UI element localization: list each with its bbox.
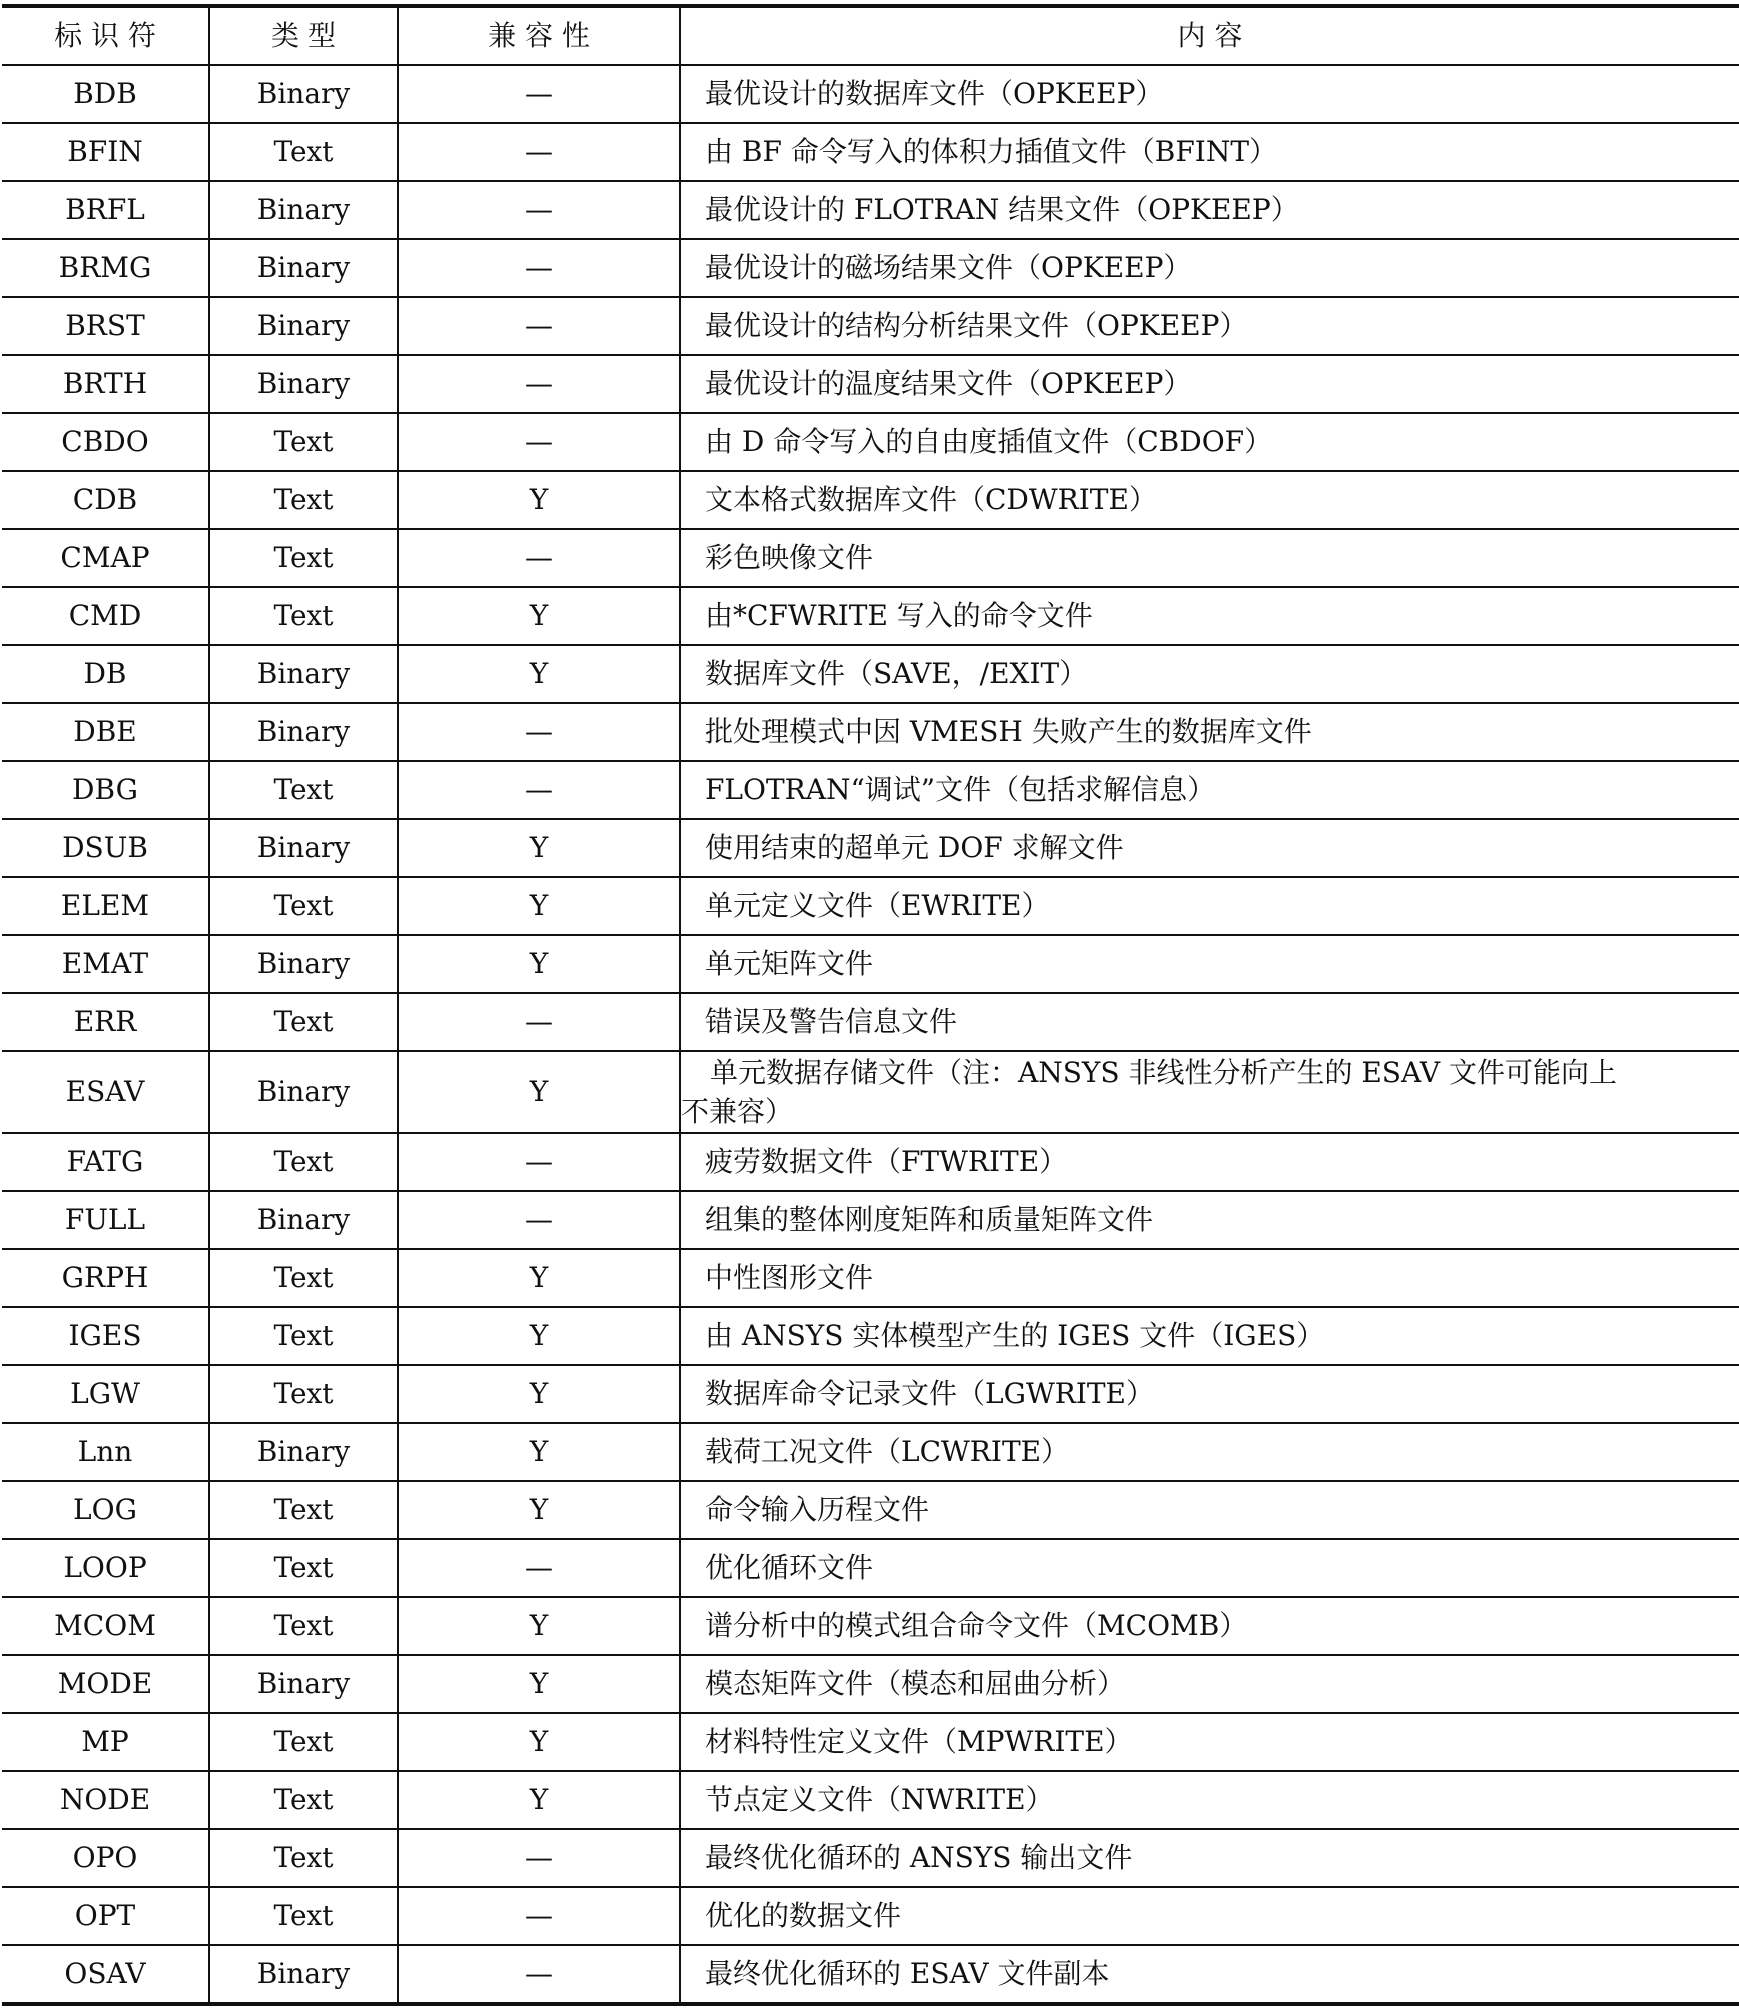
cell-compat: — xyxy=(398,181,680,239)
cell-type: Text xyxy=(209,413,398,471)
cell-identifier: LOG xyxy=(2,1481,209,1539)
cell-identifier: FATG xyxy=(2,1133,209,1191)
cell-identifier: CDB xyxy=(2,471,209,529)
cell-content: 最优设计的温度结果文件（OPKEEP） xyxy=(680,355,1739,413)
cell-identifier: DSUB xyxy=(2,819,209,877)
cell-identifier: IGES xyxy=(2,1307,209,1365)
cell-content: 由 D 命令写入的自由度插值文件（CBDOF） xyxy=(680,413,1739,471)
cell-compat: Y xyxy=(398,1051,680,1133)
cell-type: Binary xyxy=(209,1051,398,1133)
cell-identifier: MODE xyxy=(2,1655,209,1713)
cell-content: 由 BF 命令写入的体积力插值文件（BFINT） xyxy=(680,123,1739,181)
cell-compat: Y xyxy=(398,587,680,645)
table-row xyxy=(2,239,1739,297)
cell-compat: — xyxy=(398,413,680,471)
table-row xyxy=(2,645,1739,703)
cell-type: Binary xyxy=(209,1655,398,1713)
cell-compat: — xyxy=(398,239,680,297)
cell-compat: — xyxy=(398,529,680,587)
cell-compat: — xyxy=(398,761,680,819)
cell-type: Binary xyxy=(209,1423,398,1481)
cell-identifier: ESAV xyxy=(2,1051,209,1133)
cell-type: Text xyxy=(209,1597,398,1655)
table-row xyxy=(2,1713,1739,1771)
cell-type: Binary xyxy=(209,645,398,703)
table-row xyxy=(2,1365,1739,1423)
cell-compat: Y xyxy=(398,1713,680,1771)
cell-identifier: Lnn xyxy=(2,1423,209,1481)
cell-type: Binary xyxy=(209,297,398,355)
cell-content: 数据库命令记录文件（LGWRITE） xyxy=(680,1365,1739,1423)
cell-type: Text xyxy=(209,1771,398,1829)
cell-type: Binary xyxy=(209,1945,398,2004)
cell-identifier: CMAP xyxy=(2,529,209,587)
table-row xyxy=(2,935,1739,993)
table-row xyxy=(2,529,1739,587)
cell-compat: — xyxy=(398,1133,680,1191)
cell-content: 文本格式数据库文件（CDWRITE） xyxy=(680,471,1739,529)
table-row xyxy=(2,1191,1739,1249)
cell-identifier: MCOM xyxy=(2,1597,209,1655)
table-row xyxy=(2,1539,1739,1597)
cell-content: 最优设计的数据库文件（OPKEEP） xyxy=(680,65,1739,123)
cell-compat: — xyxy=(398,1829,680,1887)
cell-identifier: BRMG xyxy=(2,239,209,297)
cell-type: Text xyxy=(209,761,398,819)
cell-compat: Y xyxy=(398,1655,680,1713)
cell-compat: Y xyxy=(398,1307,680,1365)
cell-identifier: BRST xyxy=(2,297,209,355)
table-row xyxy=(2,1945,1739,2004)
table-row xyxy=(2,181,1739,239)
cell-compat: Y xyxy=(398,645,680,703)
cell-compat: Y xyxy=(398,1365,680,1423)
cell-content: 谱分析中的模式组合命令文件（MCOMB） xyxy=(680,1597,1739,1655)
cell-content: 错误及警告信息文件 xyxy=(680,993,1739,1051)
header-row xyxy=(2,6,1739,65)
cell-content: 彩色映像文件 xyxy=(680,529,1739,587)
cell-type: Text xyxy=(209,1887,398,1945)
table-row xyxy=(2,471,1739,529)
cell-type: Binary xyxy=(209,703,398,761)
cell-content: 材料特性定义文件（MPWRITE） xyxy=(680,1713,1739,1771)
cell-compat: Y xyxy=(398,819,680,877)
table-row xyxy=(2,819,1739,877)
header-compat-text: 兼 容 性 xyxy=(488,19,590,53)
cell-compat: Y xyxy=(398,1481,680,1539)
cell-compat: — xyxy=(398,1887,680,1945)
cell-type: Binary xyxy=(209,935,398,993)
cell-type: Text xyxy=(209,1365,398,1423)
cell-content: 中性图形文件 xyxy=(680,1249,1739,1307)
cell-type: Text xyxy=(209,1829,398,1887)
table-row xyxy=(2,1133,1739,1191)
cell-content-line-2: 不兼容） xyxy=(681,1095,794,1128)
cell-content: 单元定义文件（EWRITE） xyxy=(680,877,1739,935)
table-row xyxy=(2,877,1739,935)
cell-identifier: FULL xyxy=(2,1191,209,1249)
cell-type: Binary xyxy=(209,819,398,877)
cell-identifier: OSAV xyxy=(2,1945,209,2004)
cell-content: 命令输入历程文件 xyxy=(680,1481,1739,1539)
cell-compat: Y xyxy=(398,471,680,529)
header-type xyxy=(209,6,398,65)
cell-content: 由*CFWRITE 写入的命令文件 xyxy=(680,587,1739,645)
header-compat xyxy=(398,6,680,65)
cell-identifier: GRPH xyxy=(2,1249,209,1307)
cell-compat: Y xyxy=(398,1423,680,1481)
table-row xyxy=(2,123,1739,181)
cell-identifier: CMD xyxy=(2,587,209,645)
cell-compat: — xyxy=(398,993,680,1051)
cell-identifier: BDB xyxy=(2,65,209,123)
cell-compat: — xyxy=(398,1191,680,1249)
cell-compat: — xyxy=(398,1945,680,2004)
cell-identifier: ERR xyxy=(2,993,209,1051)
cell-identifier: NODE xyxy=(2,1771,209,1829)
table-row xyxy=(2,297,1739,355)
cell-identifier: ELEM xyxy=(2,877,209,935)
header-content xyxy=(680,6,1739,65)
cell-type: Text xyxy=(209,1133,398,1191)
cell-type: Text xyxy=(209,1307,398,1365)
cell-content: 使用结束的超单元 DOF 求解文件 xyxy=(680,819,1739,877)
cell-content: 模态矩阵文件（模态和屈曲分析） xyxy=(680,1655,1739,1713)
cell-identifier: BRTH xyxy=(2,355,209,413)
table-row xyxy=(2,355,1739,413)
cell-identifier: LOOP xyxy=(2,1539,209,1597)
table-row xyxy=(2,1887,1739,1945)
cell-identifier: LGW xyxy=(2,1365,209,1423)
table-row xyxy=(2,1481,1739,1539)
cell-compat: — xyxy=(398,355,680,413)
table-row xyxy=(2,1051,1739,1133)
header-content-text: 内 容 xyxy=(1177,19,1243,53)
table-row xyxy=(2,1655,1739,1713)
cell-content: 最优设计的结构分析结果文件（OPKEEP） xyxy=(680,297,1739,355)
cell-content: 最终优化循环的 ANSYS 输出文件 xyxy=(680,1829,1739,1887)
cell-type: Binary xyxy=(209,1191,398,1249)
cell-content: 最优设计的 FLOTRAN 结果文件（OPKEEP） xyxy=(680,181,1739,239)
cell-content: 单元矩阵文件 xyxy=(680,935,1739,993)
table-row xyxy=(2,703,1739,761)
cell-identifier: OPO xyxy=(2,1829,209,1887)
header-identifier-text: 标 识 符 xyxy=(54,19,156,53)
cell-type: Text xyxy=(209,1481,398,1539)
cell-content-line-1: 单元数据存储文件（注：ANSYS 非线性分析产生的 ESAV 文件可能向上 xyxy=(710,1056,1617,1089)
cell-compat: Y xyxy=(398,1249,680,1307)
cell-identifier: DBG xyxy=(2,761,209,819)
table-row xyxy=(2,1771,1739,1829)
cell-compat: — xyxy=(398,65,680,123)
cell-identifier: MP xyxy=(2,1713,209,1771)
cell-identifier: DB xyxy=(2,645,209,703)
cell-type: Binary xyxy=(209,239,398,297)
cell-type: Binary xyxy=(209,65,398,123)
cell-content: 组集的整体刚度矩阵和质量矩阵文件 xyxy=(680,1191,1739,1249)
cell-compat: Y xyxy=(398,1771,680,1829)
cell-content: 优化循环文件 xyxy=(680,1539,1739,1597)
cell-identifier: EMAT xyxy=(2,935,209,993)
cell-content: 疲劳数据文件（FTWRITE） xyxy=(680,1133,1739,1191)
cell-compat: Y xyxy=(398,877,680,935)
cell-compat: — xyxy=(398,1539,680,1597)
cell-compat: Y xyxy=(398,935,680,993)
cell-identifier: OPT xyxy=(2,1887,209,1945)
cell-content: 优化的数据文件 xyxy=(680,1887,1739,1945)
cell-compat: — xyxy=(398,123,680,181)
cell-type: Text xyxy=(209,471,398,529)
table-header xyxy=(2,6,1739,65)
table-row xyxy=(2,65,1739,123)
cell-type: Text xyxy=(209,1539,398,1597)
cell-identifier: CBDO xyxy=(2,413,209,471)
cell-content: 最优设计的磁场结果文件（OPKEEP） xyxy=(680,239,1739,297)
table-row xyxy=(2,1597,1739,1655)
table-row xyxy=(2,1307,1739,1365)
table-body xyxy=(2,65,1739,2004)
cell-identifier: DBE xyxy=(2,703,209,761)
cell-content: 最终优化循环的 ESAV 文件副本 xyxy=(705,1957,1110,1991)
table-row xyxy=(2,993,1739,1051)
table-row xyxy=(2,761,1739,819)
table-row xyxy=(2,1249,1739,1307)
header-identifier xyxy=(2,6,209,65)
cell-type: Binary xyxy=(209,181,398,239)
cell-content: 载荷工况文件（LCWRITE） xyxy=(680,1423,1739,1481)
cell-type: Text xyxy=(209,587,398,645)
cell-type: Text xyxy=(209,123,398,181)
cell-identifier: BRFL xyxy=(2,181,209,239)
cell-identifier: BFIN xyxy=(2,123,209,181)
cell-type: Text xyxy=(209,1249,398,1307)
cell-content xyxy=(680,1051,1739,1133)
table-row xyxy=(2,587,1739,645)
cell-content: 数据库文件（SAVE，/EXIT） xyxy=(680,645,1739,703)
cell-compat: — xyxy=(398,297,680,355)
cell-type: Text xyxy=(209,529,398,587)
table-row xyxy=(2,413,1739,471)
cell-content: 由 ANSYS 实体模型产生的 IGES 文件（IGES） xyxy=(680,1307,1739,1365)
file-type-table xyxy=(2,4,1739,2006)
cell-type: Binary xyxy=(209,355,398,413)
cell-type: Text xyxy=(209,1713,398,1771)
cell-type: Text xyxy=(209,877,398,935)
cell-content: 批处理模式中因 VMESH 失败产生的数据库文件 xyxy=(680,703,1739,761)
cell-compat: — xyxy=(398,703,680,761)
cell-content: FLOTRAN“调试”文件（包括求解信息） xyxy=(680,761,1739,819)
table-row xyxy=(2,1829,1739,1887)
header-type-text: 类 型 xyxy=(271,19,336,53)
cell-compat: Y xyxy=(398,1597,680,1655)
cell-content: 节点定义文件（NWRITE） xyxy=(680,1771,1739,1829)
cell-type: Text xyxy=(209,993,398,1051)
table-row xyxy=(2,1423,1739,1481)
